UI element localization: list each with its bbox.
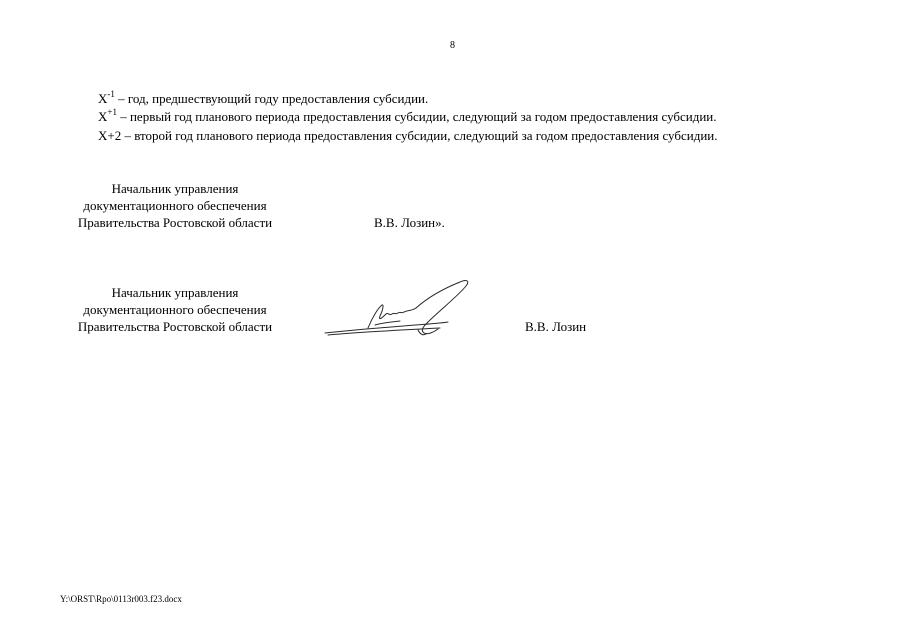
definition-x-minus-1: [98, 88, 429, 107]
handwritten-signature: [320, 278, 475, 340]
definition-text: – первый год планового периода предоставления субсидии, следующий за годом предоставления субсидии.: [116, 109, 717, 124]
definition-x-plus-2: [98, 128, 718, 144]
definition-x-plus-1: [98, 106, 717, 125]
signature-title-line: документационного обеспечения: [83, 302, 267, 317]
signature-title-line: Правительства Ростовской области: [77, 319, 273, 334]
signature-block-2-name: В.В. Лозин: [525, 319, 587, 334]
definition-superscript: +1: [107, 106, 117, 117]
signature-block-2-title: [60, 284, 290, 335]
definition-symbol: X: [98, 91, 108, 106]
signature-title-line: Правительства Ростовской области: [77, 215, 273, 230]
definition-text: – год, предшествующий году предоставления субсидии.: [114, 91, 429, 106]
signature-title-line: Начальник управления: [111, 285, 239, 300]
signature-title-line: документационного обеспечения: [83, 198, 267, 213]
definition-superscript: -1: [107, 88, 115, 99]
signature-title-line: Начальник управления: [111, 181, 239, 196]
signature-block-1-name: В.В. Лозин».: [374, 215, 445, 230]
definition-symbol: X: [98, 109, 108, 124]
page-number: 8: [450, 40, 455, 51]
signature-block-1-title: [60, 180, 290, 231]
footer-file-path: Y:\ORST\Rpo\0113r003.f23.docx: [60, 594, 182, 604]
definition-text: X+2 – второй год планового периода предоставления субсидии, следующий за годом предоставления субсидии.: [98, 128, 718, 143]
